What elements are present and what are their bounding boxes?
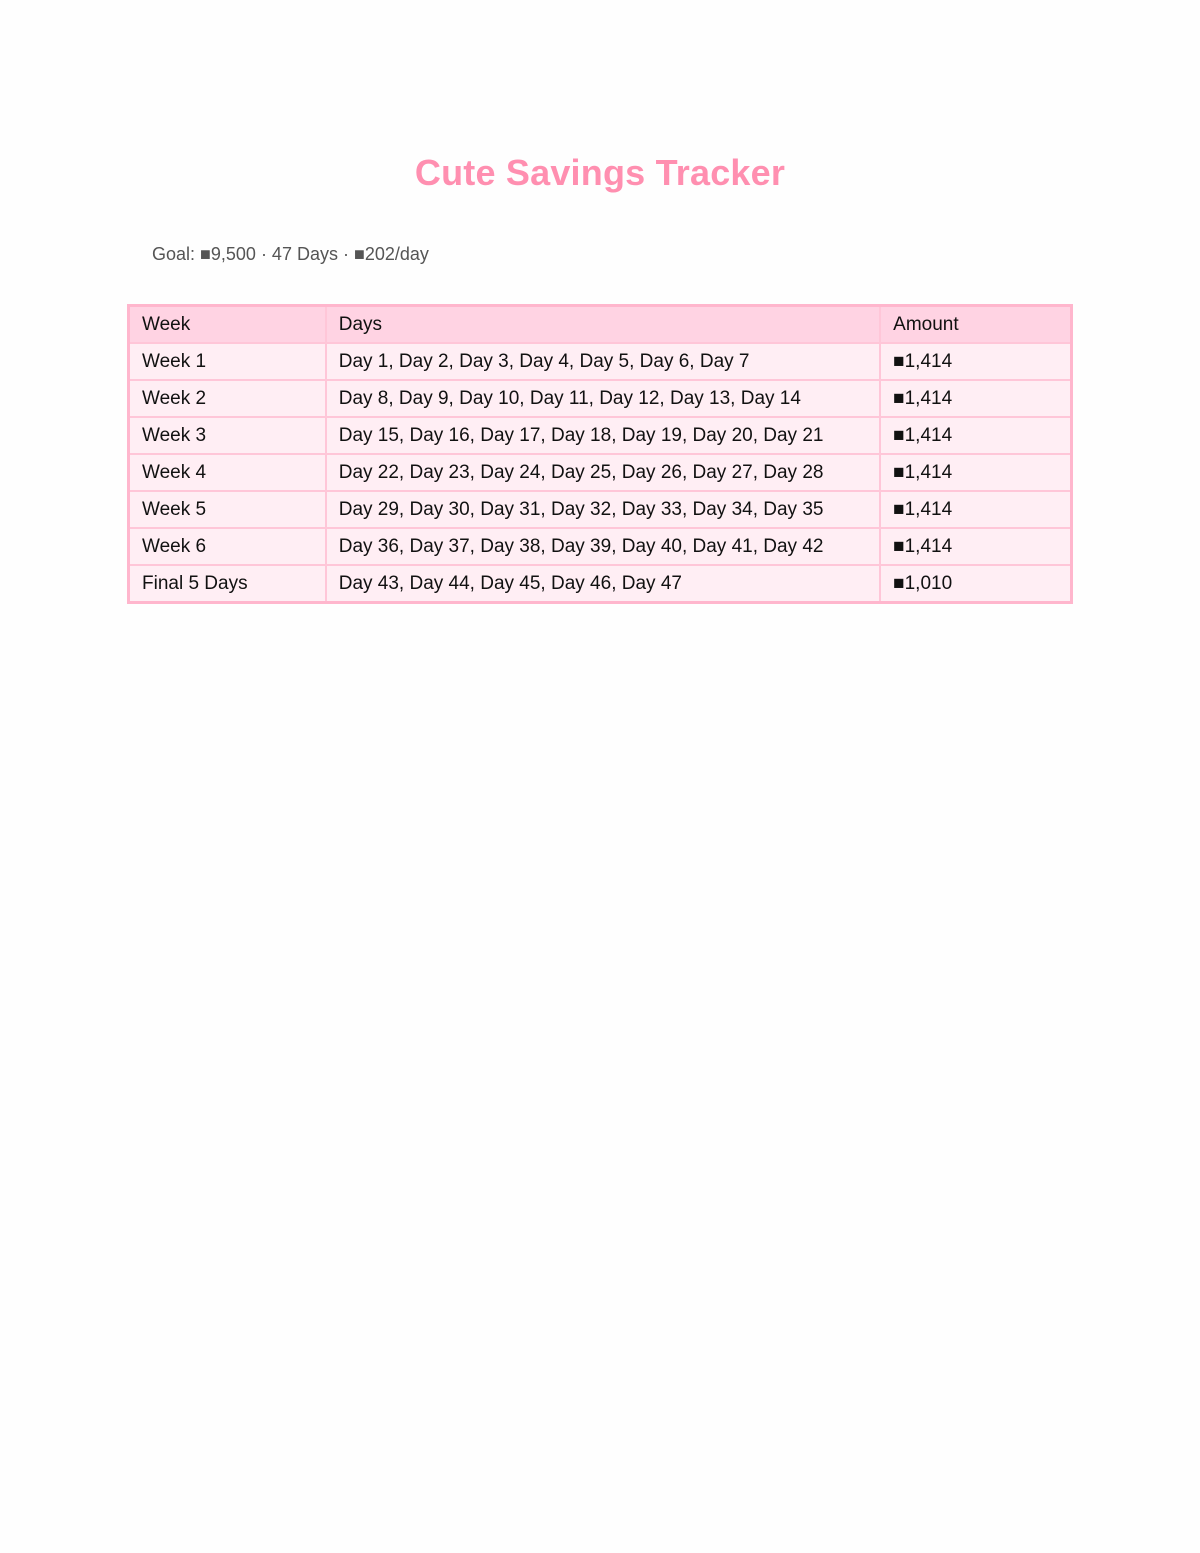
week-cell: Week 1 — [129, 343, 326, 380]
table-row — [129, 454, 1072, 491]
days-cell: Day 22, Day 23, Day 24, Day 25, Day 26, Day 27, Day 28 — [326, 454, 880, 491]
amount-cell: ■1,414 — [880, 380, 1071, 417]
table-row — [129, 565, 1072, 603]
savings-table — [127, 304, 1073, 604]
table-row — [129, 491, 1072, 528]
amount-cell: ■1,414 — [880, 454, 1071, 491]
days-cell: Day 1, Day 2, Day 3, Day 4, Day 5, Day 6, Day 7 — [326, 343, 880, 380]
days-cell: Day 29, Day 30, Day 31, Day 32, Day 33, Day 34, Day 35 — [326, 491, 880, 528]
days-cell: Day 8, Day 9, Day 10, Day 11, Day 12, Day 13, Day 14 — [326, 380, 880, 417]
column-header-week: Week — [129, 306, 326, 344]
days-cell: Day 15, Day 16, Day 17, Day 18, Day 19, Day 20, Day 21 — [326, 417, 880, 454]
week-cell: Week 2 — [129, 380, 326, 417]
week-cell: Week 3 — [129, 417, 326, 454]
amount-cell: ■1,414 — [880, 491, 1071, 528]
table-header-row — [129, 306, 1072, 344]
table-row — [129, 380, 1072, 417]
week-cell: Week 5 — [129, 491, 326, 528]
amount-cell: ■1,414 — [880, 528, 1071, 565]
table-row — [129, 417, 1072, 454]
amount-cell: ■1,414 — [880, 417, 1071, 454]
page-title: Cute Savings Tracker — [414, 152, 786, 193]
amount-cell: ■1,010 — [880, 565, 1071, 603]
week-cell: Final 5 Days — [129, 565, 326, 603]
column-header-days: Days — [326, 306, 880, 344]
column-header-amount: Amount — [880, 306, 1071, 344]
table-row — [129, 343, 1072, 380]
days-cell: Day 36, Day 37, Day 38, Day 39, Day 40, Day 41, Day 42 — [326, 528, 880, 565]
week-cell: Week 4 — [129, 454, 326, 491]
days-cell: Day 43, Day 44, Day 45, Day 46, Day 47 — [326, 565, 880, 603]
week-cell: Week 6 — [129, 528, 326, 565]
table-row — [129, 528, 1072, 565]
goal-summary: Goal: ■9,500 · 47 Days · ■202/day — [152, 244, 429, 264]
amount-cell: ■1,414 — [880, 343, 1071, 380]
